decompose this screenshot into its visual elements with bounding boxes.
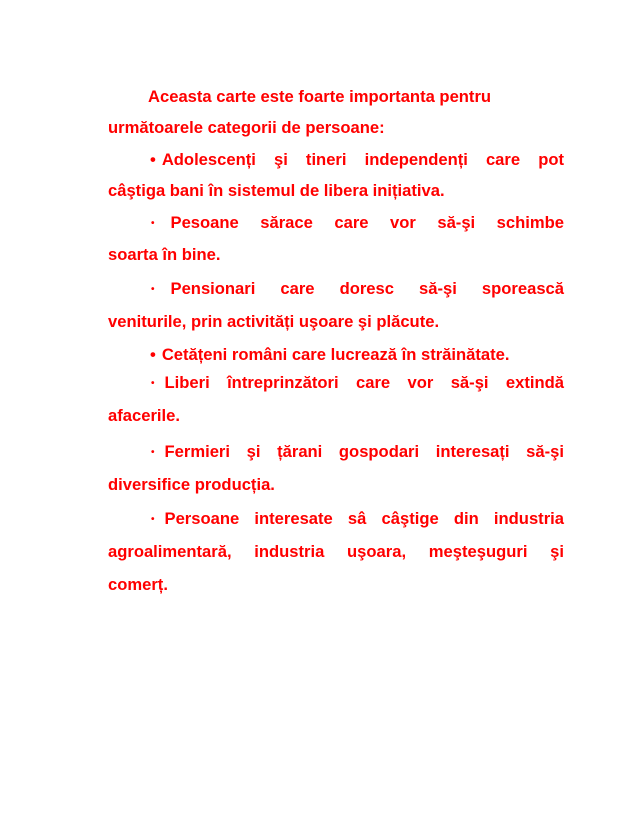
list-item-text: Persoane interesate sâ câştige din industria xyxy=(164,509,564,528)
list-item-text: comerț. xyxy=(108,575,168,594)
list-item-1-line-2 xyxy=(108,181,564,201)
list-item-text: afacerile. xyxy=(108,406,180,425)
bullet-icon: • xyxy=(150,345,156,364)
bullet-icon: • xyxy=(151,446,155,458)
list-item-4-line-1 xyxy=(150,345,564,365)
intro-line-2 xyxy=(108,118,564,138)
list-item-text: Liberi întreprinzători care vor să-şi extindă xyxy=(164,373,564,392)
list-item-7-line-1 xyxy=(150,509,564,530)
bullet-icon: • xyxy=(151,377,155,389)
bullet-icon: • xyxy=(151,217,155,229)
list-item-5-line-2 xyxy=(108,406,564,426)
list-item-text: Pensionari care doresc să-şi sporească xyxy=(170,279,564,298)
intro-text-1: Aceasta carte este foarte importanta pentru xyxy=(148,87,492,106)
list-item-3-line-2 xyxy=(108,312,564,332)
list-item-6-line-2 xyxy=(108,475,564,495)
list-item-7-line-2 xyxy=(108,542,564,562)
bullet-icon: • xyxy=(150,150,156,169)
intro-text-2: următoarele categorii de persoane: xyxy=(108,118,385,137)
list-item-text: câştiga bani în sistemul de libera inițiativa. xyxy=(108,181,445,200)
list-item-5-line-1 xyxy=(150,373,564,394)
list-item-1-line-1 xyxy=(150,150,564,170)
list-item-text: Pesoane sărace care vor să-şi schimbe xyxy=(170,213,564,232)
bullet-icon: • xyxy=(151,283,155,295)
list-item-7-line-3 xyxy=(108,575,564,595)
bullet-icon: • xyxy=(151,513,155,525)
list-item-text: agroalimentară, industria uşoara, meşteşuguri şi xyxy=(108,542,564,561)
list-item-6-line-1 xyxy=(150,442,564,463)
list-item-text: diversifice producția. xyxy=(108,475,275,494)
intro-line-1 xyxy=(148,87,564,107)
list-item-text: veniturile, prin activități uşoare şi plăcute. xyxy=(108,312,440,331)
list-item-2-line-2 xyxy=(108,245,564,265)
list-item-text: Cetățeni români care lucrează în străinătate. xyxy=(161,345,510,364)
list-item-text: soarta în bine. xyxy=(108,245,221,264)
list-item-2-line-1 xyxy=(150,213,564,234)
list-item-text: Fermieri şi țărani gospodari interesați să-şi xyxy=(164,442,564,461)
list-item-3-line-1 xyxy=(150,279,564,300)
list-item-text: Adolescenți şi tineri independenți care pot xyxy=(161,150,564,169)
